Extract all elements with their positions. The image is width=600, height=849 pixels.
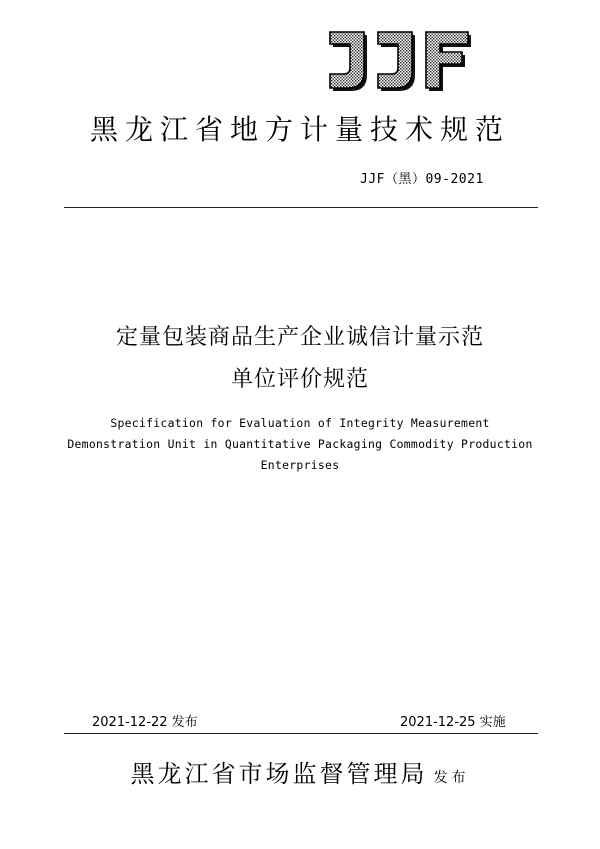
standard-code: JJF（黑）09-2021 [360, 172, 484, 187]
issuer-line [0, 754, 600, 789]
title-cn-line2: 单位评价规范 [230, 367, 369, 392]
title-cn-line1: 定量包装商品生产企业诚信计量示范 [115, 325, 484, 350]
title-en-line3: Enterprises [260, 458, 340, 472]
issue-word: 发布 [433, 770, 470, 786]
standard-series-title: 黑龙江省地方计量技术规范 [89, 113, 510, 146]
top-divider [64, 207, 538, 208]
jjf-logo [316, 26, 476, 92]
title-en-line1: Specification for Evaluation of Integrity Measurement [110, 416, 490, 430]
title-en-line2: Demonstration Unit in Quantitative Packaging Commodity Production [67, 437, 533, 451]
bottom-divider [64, 733, 538, 734]
publish-date: 2021-12-22 发布 [92, 715, 198, 730]
issuer-name: 黑龙江省市场监督管理局 [130, 760, 428, 788]
implement-date: 2021-12-25 实施 [400, 715, 506, 730]
